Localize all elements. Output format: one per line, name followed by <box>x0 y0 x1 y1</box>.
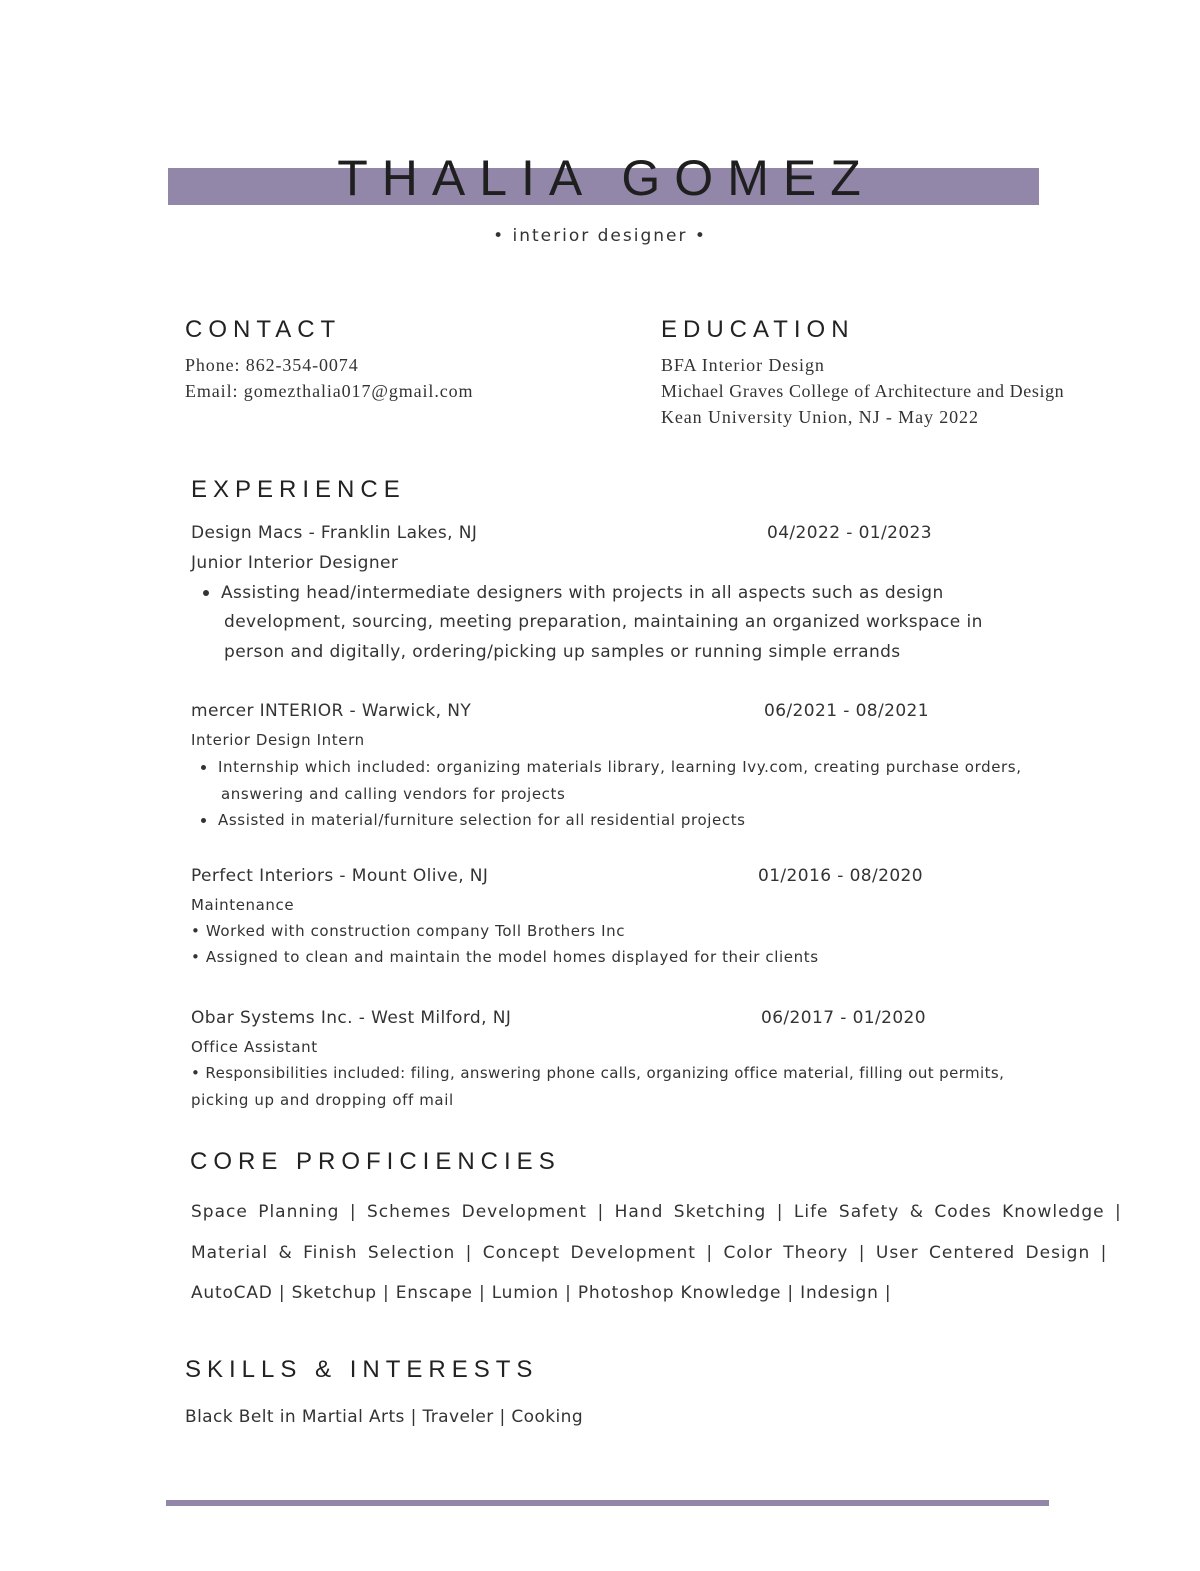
job-dates: 04/2022 - 01/2023 <box>767 523 932 543</box>
job-dates: 01/2016 - 08/2020 <box>758 866 923 886</box>
job-dates: 06/2017 - 01/2020 <box>761 1008 926 1028</box>
job-bullet: • Assigned to clean and maintain the model homes displayed for their clients <box>191 948 819 966</box>
job-bullet-continuation: picking up and dropping off mail <box>191 1091 454 1109</box>
bottom-accent-rule <box>166 1500 1049 1506</box>
skills-heading: SKILLS & INTERESTS <box>185 1356 539 1383</box>
job-bullet-continuation: development, sourcing, meeting preparation, maintaining an organized workspace in <box>224 612 983 632</box>
job-title: Interior Design Intern <box>191 731 365 749</box>
education-college: Michael Graves College of Architecture and Design <box>661 381 1065 401</box>
education-university: Kean University Union, NJ - May 2022 <box>661 407 979 427</box>
skills-text: Black Belt in Martial Arts | Traveler | Cooking <box>185 1407 584 1427</box>
proficiencies-line: Space Planning | Schemes Development | Hand Sketching | Life Safety & Codes Knowledge | <box>191 1202 1122 1222</box>
contact-phone: Phone: 862-354-0074 <box>185 355 359 375</box>
bullet-icon <box>201 818 206 823</box>
job-title: Office Assistant <box>191 1038 318 1056</box>
job-bullet-text: Internship which included: organizing materials library, learning Ivy.com, creating purchase orders, <box>218 758 1022 776</box>
bullet-icon <box>201 765 206 770</box>
experience-heading: EXPERIENCE <box>191 476 406 503</box>
job-company: Obar Systems Inc. - West Milford, NJ <box>191 1008 512 1028</box>
proficiencies-line: Material & Finish Selection | Concept Development | Color Theory | User Centered Design | <box>191 1243 1108 1263</box>
job-title: Maintenance <box>191 896 295 914</box>
resume-subtitle: • interior designer • <box>493 226 707 246</box>
education-heading: EDUCATION <box>661 316 855 343</box>
job-bullet <box>203 583 944 603</box>
proficiencies-line: AutoCAD | Sketchup | Enscape | Lumion | Photoshop Knowledge | Indesign | <box>191 1283 892 1303</box>
job-bullet: • Responsibilities included: filing, answering phone calls, organizing office material, filling out permits, <box>191 1064 1005 1082</box>
resume-name: THALIA GOMEZ <box>337 150 875 206</box>
contact-heading: CONTACT <box>185 316 342 343</box>
proficiencies-heading: CORE PROFICIENCIES <box>190 1148 561 1175</box>
education-degree: BFA Interior Design <box>661 355 825 375</box>
job-bullet <box>201 758 1022 776</box>
contact-email: Email: gomezthalia017@gmail.com <box>185 381 474 401</box>
job-company: mercer INTERIOR - Warwick, NY <box>191 701 472 721</box>
bullet-icon <box>203 590 209 596</box>
job-title: Junior Interior Designer <box>191 553 399 573</box>
job-bullet <box>201 811 746 829</box>
job-company: Perfect Interiors - Mount Olive, NJ <box>191 866 489 886</box>
job-bullet-text: Assisting head/intermediate designers with projects in all aspects such as design <box>221 583 944 603</box>
job-dates: 06/2021 - 08/2021 <box>764 701 929 721</box>
job-company: Design Macs - Franklin Lakes, NJ <box>191 523 478 543</box>
job-bullet-continuation: answering and calling vendors for projects <box>221 785 566 803</box>
job-bullet-text: Assisted in material/furniture selection for all residential projects <box>218 811 746 829</box>
job-bullet-continuation: person and digitally, ordering/picking up samples or running simple errands <box>224 642 901 662</box>
job-bullet: • Worked with construction company Toll Brothers Inc <box>191 922 626 940</box>
